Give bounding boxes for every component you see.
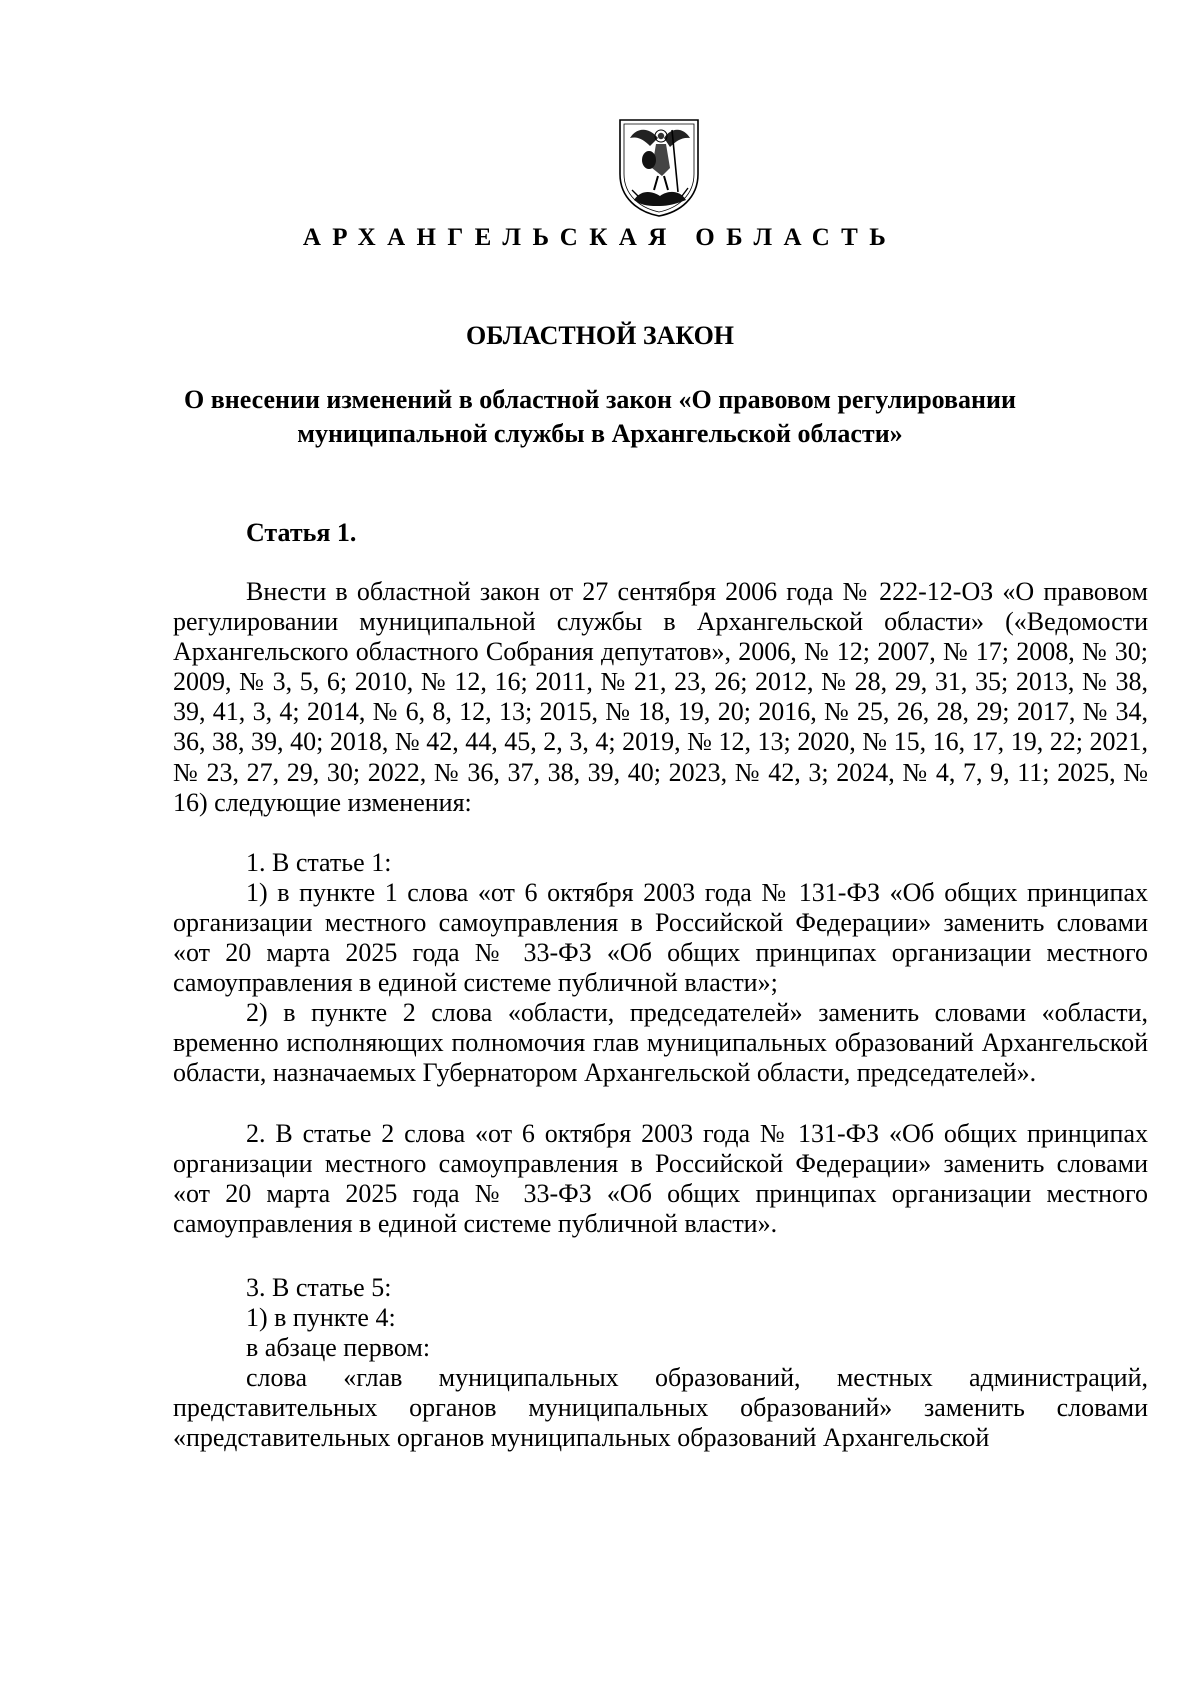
law-title [180, 383, 1020, 451]
document-type: ОБЛАСТНОЙ ЗАКОН [465, 321, 735, 350]
paragraph: в абзаце первом: [246, 1333, 431, 1363]
paragraph: 2. В статье 2 слова «от 6 октября 2003 года № 131-ФЗ «Об общих принципах организации местного самоуправления в Российской Федерации» заменить словами «от 20 марта 2025 года № 33-ФЗ «Об общих принципах организации местного самоуправления в единой системе публичной власти». [173, 1118, 1148, 1238]
article-heading: Статья 1. [246, 518, 357, 547]
paragraph: 1. В статье 1: [246, 847, 392, 877]
paragraph: 2) в пункте 2 слова «области, председателей» заменить словами «области, временно исполняющих полномочия глав муниципальных образований Архангельской области, назначаемых Губернатором Архангельской области, председателей». [173, 998, 1148, 1088]
paragraph: 3. В статье 5: [246, 1272, 392, 1302]
arkhangelsk-coat-of-arms-icon [614, 116, 704, 218]
law-title-line: О внесении изменений в областной закон «О правовом регулировании [183, 385, 1016, 414]
paragraph: 1) в пункте 4: [246, 1302, 396, 1332]
paragraph: 1) в пункте 1 слова «от 6 октября 2003 года № 131-ФЗ «Об общих принципах организации местного самоуправления в Российской Федерации» заменить словами «от 20 марта 2025 года № 33-ФЗ «Об общих принципах организации местного самоуправления в единой системе публичной власти»; [173, 877, 1148, 998]
article-body [173, 577, 1148, 1453]
paragraph: слова «глав муниципальных образований, местных администраций, представительных органов муниципальных образований» заменить словами «представительных органов муниципальных образований Архангельской [173, 1363, 1148, 1453]
region-name: АРХАНГЕЛЬСКАЯ ОБЛАСТЬ [302, 224, 898, 251]
law-title-line: муниципальной службы в Архангельской области» [297, 419, 903, 448]
paragraph: Внести в областной закон от 27 сентября 2006 года № 222-12-ОЗ «О правовом регулировании муниципальной службы в Архангельской области» («Ведомости Архангельского областного Собрания депутатов», 2006, № 12; 2007, № 17; 2008, № 30; 2009, № 3, 5, 6; 2010, № 12, 16; 2011, № 21, 23, 26; 2012, № 28, 29, 31, 35; 2013, № 38, 39, 41, 3, 4; 2014, № 6, 8, 12, 13; 2015, № 18, 19, 20; 2016, № 25, 26, 28, 29; 2017, № 34, 36, 38, 39, 40; 2018, № 42, 44, 45, 2, 3, 4; 2019, № 12, 13; 2020, № 15, 16, 17, 19, 22; 2021, № 23, 27, 29, 30; 2022, № 36, 37, 38, 39, 40; 2023, № 42, 3; 2024, № 4, 7, 9, 11; 2025, № 16) следующие изменения: [173, 577, 1148, 817]
